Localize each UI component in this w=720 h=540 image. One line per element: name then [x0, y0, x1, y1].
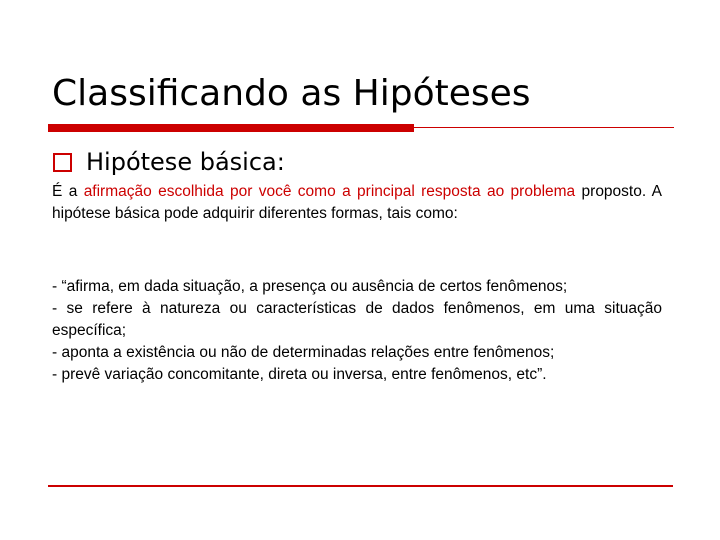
list-item: - prevê variação concomitante, direta ou inversa, entre fenômenos, etc”.	[52, 366, 547, 383]
forms-list	[52, 276, 662, 386]
footer-divider	[48, 485, 673, 487]
list-item: - “afirma, em dada situação, a presença ou ausência de certos fenômenos;	[52, 278, 568, 295]
title-underline-bar	[48, 124, 414, 132]
list-item: - aponta a existência ou não de determinadas relações entre fenômenos;	[52, 344, 555, 361]
definition-rest: proposto. A hipótese básica pode adquirir diferentes formas, tais como:	[52, 183, 662, 222]
slide-title: Classificando as Hipóteses	[52, 73, 531, 114]
list-item: - se refere à natureza ou características de dados fenômenos, em uma situação específica;	[52, 300, 662, 339]
bullet-heading-text: Hipótese básica:	[86, 148, 285, 176]
hollow-square-bullet-icon	[53, 153, 72, 172]
bullet-heading	[53, 146, 285, 178]
definition-lead: É a	[52, 183, 84, 200]
definition-highlight: afirmação escolhida por você como a principal resposta ao problema	[83, 183, 576, 200]
definition-paragraph	[52, 181, 662, 225]
title-underline-line	[414, 127, 674, 128]
